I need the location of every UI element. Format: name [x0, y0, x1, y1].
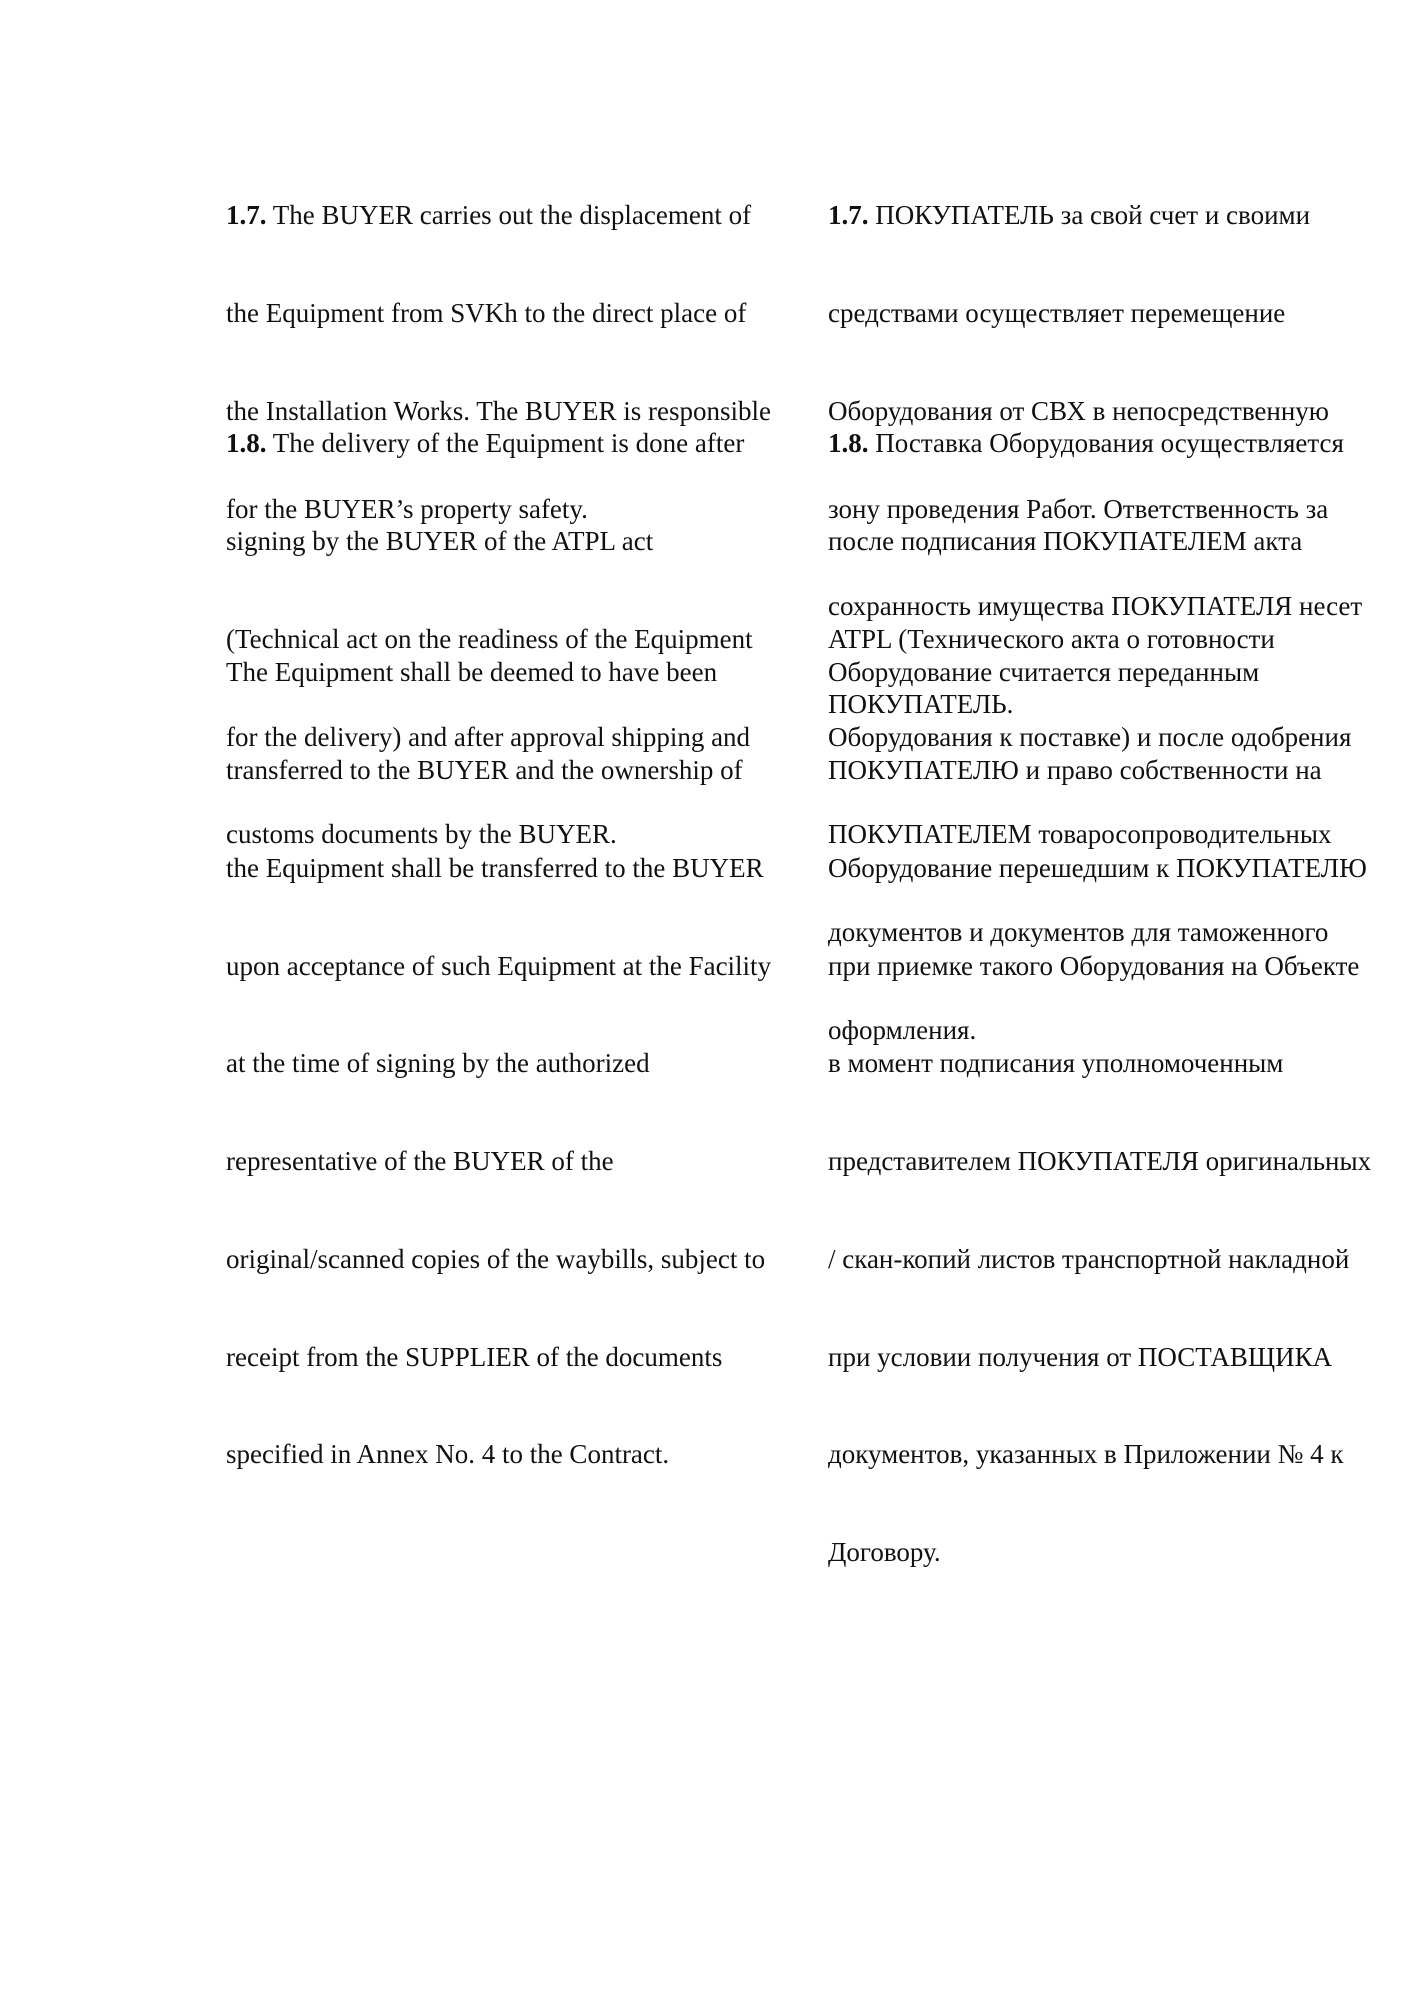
clause-text-line: при условии получения от ПОСТАВЩИКА — [828, 1341, 1333, 1372]
clause-text-line: сохранность имущества ПОКУПАТЕЛЯ несет — [828, 591, 1363, 622]
clause-text-line: The Equipment shall be deemed to have been — [226, 657, 718, 688]
clause-text-line: / скан-копий листов транспортной накладной — [828, 1243, 1350, 1274]
clause-text-line: Оборудования к поставке) и после одобрения — [828, 721, 1352, 752]
clause-text-line: ПОКУПАТЕЛЕМ товаросопроводительных — [828, 819, 1332, 850]
clause-text-line: (Technical act on the readiness of the Equipment — [226, 623, 753, 654]
clause-text-line: specified in Annex No. 4 to the Contract. — [226, 1439, 670, 1470]
clause-text-line: the Installation Works. The BUYER is responsible — [226, 395, 772, 426]
clause-text-line: после подписания ПОКУПАТЕЛЕМ акта — [828, 525, 1303, 556]
clause-text-line: upon acceptance of such Equipment at the Facility — [226, 950, 772, 981]
clause-number: 1.7. — [828, 200, 869, 231]
clause-text-line: при приемке такого Оборудования на Объекте — [828, 950, 1360, 981]
clause-text-line: ПОКУПАТЕЛЬ за свой счет и своими — [868, 200, 1311, 231]
clause-text-line: в момент подписания уполномоченным — [828, 1048, 1284, 1079]
clause-text-line: зону проведения Работ. Ответственность за — [828, 493, 1329, 524]
clause-text-line: Оборудование считается переданным — [828, 657, 1260, 688]
clause-number: 1.8. — [828, 428, 869, 459]
clause-text-line: средствами осуществляет перемещение — [828, 297, 1286, 328]
clause-text-line: Договору. — [828, 1537, 941, 1568]
clause-text-line: original/scanned copies of the waybills, subject to — [226, 1243, 766, 1274]
clause-number: 1.8. — [226, 428, 267, 459]
clause-text-line: Оборудование перешедшим к ПОКУПАТЕЛЮ — [828, 852, 1367, 883]
clause-number: 1.7. — [226, 200, 267, 231]
clause-1-8-continuation-ru — [828, 591, 1371, 1634]
clause-text-line: The delivery of the Equipment is done after — [266, 428, 745, 459]
clause-text-line: документов, указанных в Приложении № 4 к — [828, 1439, 1344, 1470]
clause-text-line: Поставка Оборудования осуществляется — [868, 428, 1344, 459]
clause-text-line: ПОКУПАТЕЛЮ и право собственности на — [828, 754, 1322, 785]
clause-text-line: representative of the BUYER of the — [226, 1146, 614, 1177]
clause-text-line: The BUYER carries out the displacement of — [266, 200, 752, 231]
clause-1-8-continuation-en — [226, 591, 771, 1536]
clause-text-line: представителем ПОКУПАТЕЛЯ оригинальных — [828, 1146, 1372, 1177]
clause-text-line: ATPL (Технического акта о готовности — [828, 623, 1275, 654]
clause-text-line: at the time of signing by the authorized — [226, 1048, 650, 1079]
clause-text-line: customs documents by the BUYER. — [226, 819, 617, 850]
clause-text-line: Оборудования от СВХ в непосредственную — [828, 395, 1329, 426]
clause-text-line: for the BUYER’s property safety. — [226, 493, 588, 524]
clause-text-line: the Equipment from SVKh to the direct place of — [226, 297, 747, 328]
clause-text-line: for the delivery) and after approval shipping and — [226, 721, 751, 752]
clause-text-line: transferred to the BUYER and the ownership of — [226, 754, 743, 785]
clause-text-line: оформления. — [828, 1014, 977, 1045]
clause-text-line: signing by the BUYER of the ATPL act — [226, 525, 654, 556]
clause-text-line: ПОКУПАТЕЛЬ. — [828, 689, 1014, 720]
clause-text-line: документов и документов для таможенного — [828, 917, 1329, 948]
clause-text-line: receipt from the SUPPLIER of the documents — [226, 1341, 723, 1372]
clause-text-line: the Equipment shall be transferred to the BUYER — [226, 852, 764, 883]
